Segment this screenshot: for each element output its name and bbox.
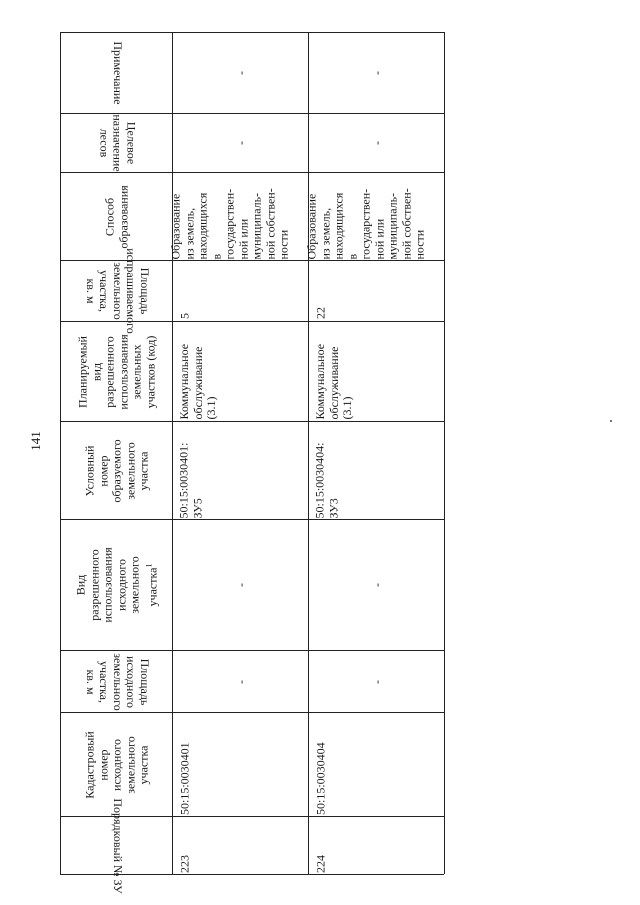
row-source-use-text: - — [233, 583, 248, 587]
row-note-text: - — [233, 71, 248, 75]
row-requested-area — [175, 261, 195, 321]
row-sequence-number — [311, 817, 331, 874]
row-cadastral-number — [175, 713, 195, 816]
header-forest-purpose-text: Целевое назначение лесов — [96, 114, 138, 172]
row-source-use — [309, 520, 444, 650]
row-source-use-text: - — [369, 583, 384, 587]
page-number-text: 141 — [28, 431, 43, 451]
header-formation-method — [61, 173, 172, 260]
row-source-area-text: - — [369, 679, 384, 684]
footnote-marker: 1 — [143, 563, 153, 568]
header-conditional-number — [61, 422, 172, 519]
header-formation-method-text: Способ образования — [102, 184, 130, 249]
row-requested-area-text: 22 — [313, 307, 328, 319]
row-formation-method — [168, 173, 291, 260]
header-source-use — [61, 520, 172, 650]
row-forest-purpose-text: - — [369, 141, 384, 145]
header-source-use-text — [74, 547, 159, 622]
row-forest-purpose — [173, 114, 308, 172]
row-formation-method — [304, 173, 427, 260]
page-number — [27, 427, 45, 455]
header-source-area-text: Площадь исходного земельного участка, кв. м — [83, 652, 152, 711]
scan-speck — [610, 420, 612, 422]
row-conditional-number — [175, 422, 207, 519]
header-conditional-number-text: Условный номер образуемого земельного участка — [81, 438, 150, 503]
header-planned-use-text: Планируемый вид разрешенного использования земельных участков (код) — [75, 333, 157, 410]
header-sequence-number-text: Порядковый № ЗУ — [110, 797, 125, 894]
row-planned-use-text: Коммунальное обслуживание (3.1) — [176, 343, 218, 419]
row-sequence-number-text: 223 — [177, 854, 192, 873]
row-conditional-number — [311, 422, 343, 519]
row-sequence-number — [175, 817, 195, 874]
row-source-use — [173, 520, 308, 650]
header-note — [61, 33, 172, 113]
row-conditional-number-text: 50:15:0030401: ЗУ5 — [176, 441, 204, 518]
row-note — [173, 33, 308, 113]
row-planned-use-text: Коммунальное обслуживание (3.1) — [312, 343, 354, 419]
row-note — [309, 33, 444, 113]
table-border-right — [444, 32, 445, 874]
header-source-use-label: Вид разрешенного использования исходного земельного участка — [73, 547, 159, 623]
row-planned-use — [311, 322, 357, 421]
row-requested-area-text: 5 — [177, 313, 192, 319]
row-cadastral-number-text: 50:15:0030404 — [313, 741, 328, 815]
header-cadastral-number-text: Кадастровый номер исходного земельного участка — [81, 730, 150, 799]
header-requested-area — [61, 248, 172, 334]
row-planned-use — [175, 322, 221, 421]
header-sequence-number — [61, 797, 172, 894]
row-cadastral-number — [311, 713, 331, 816]
row-sequence-number-text: 224 — [313, 854, 328, 873]
header-note-text: Примечание — [110, 41, 125, 105]
header-requested-area-text: Площадь испрашиваемого земельного участка, кв. м — [83, 248, 152, 334]
header-planned-use — [61, 322, 172, 421]
table-row — [168, 33, 308, 874]
row-cadastral-number-text: 50:15:0030401 — [177, 741, 192, 815]
header-forest-purpose — [61, 114, 172, 172]
row-forest-purpose-text: - — [233, 141, 248, 145]
row-source-area-text: - — [233, 679, 248, 684]
header-source-area — [61, 651, 172, 712]
table-row — [304, 33, 444, 874]
row-requested-area — [311, 261, 331, 321]
row-formation-method-text: Образование из земель, находящихся в государствен- ной или муниципаль- ной собствен- ности — [304, 187, 427, 259]
row-conditional-number-text: 50:15:0030404: ЗУ3 — [312, 441, 340, 518]
row-forest-purpose — [309, 114, 444, 172]
row-note-text: - — [369, 71, 384, 75]
row-source-area — [309, 651, 444, 712]
row-source-area — [173, 651, 308, 712]
row-formation-method-text: Образование из земель, находящихся в государствен- ной или муниципаль- ной собствен- ности — [168, 187, 291, 259]
